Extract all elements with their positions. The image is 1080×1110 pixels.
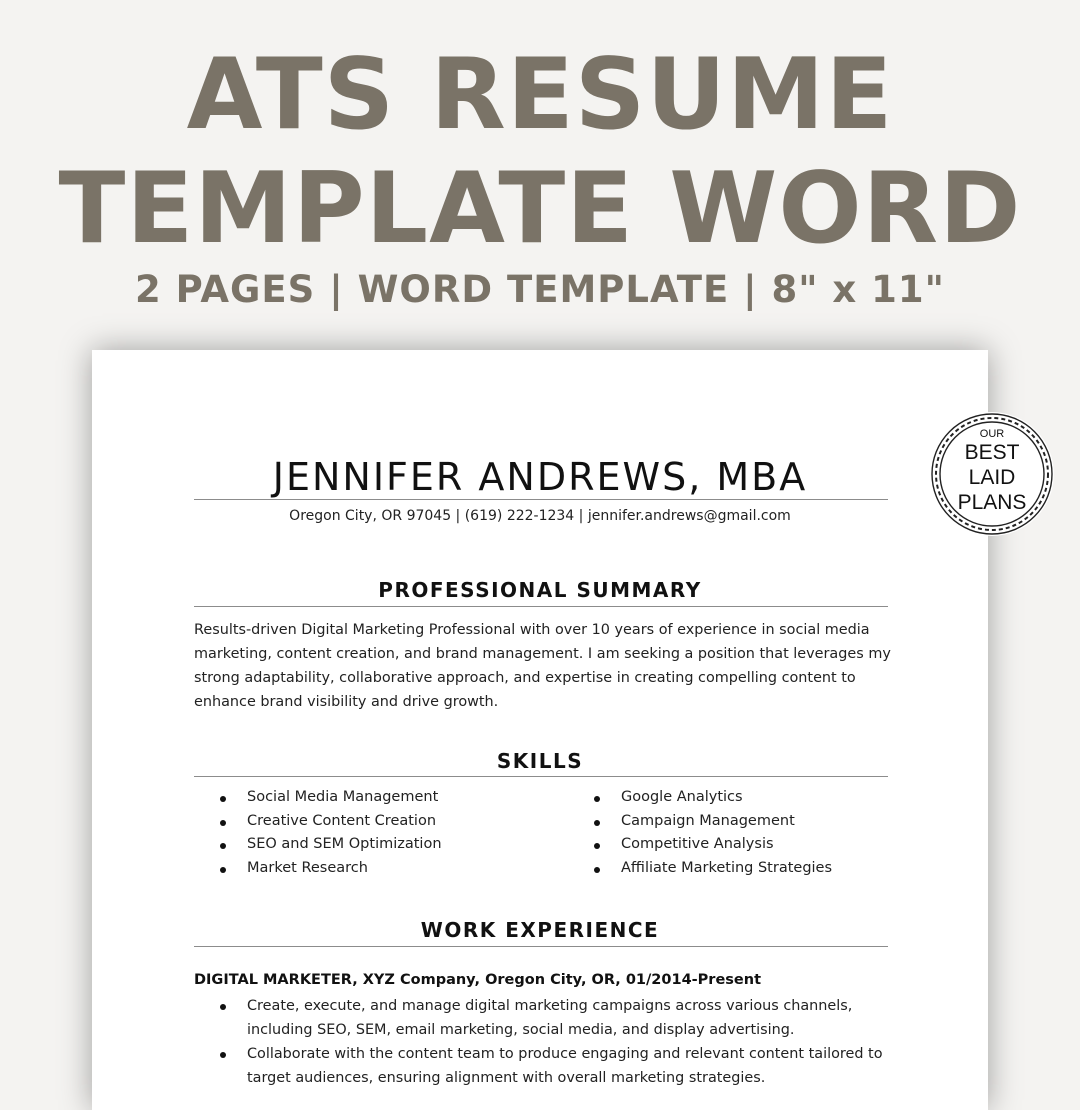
list-item: Google Analytics — [594, 786, 832, 810]
list-item: Creative Content Creation — [220, 810, 442, 834]
list-item: Affiliate Marketing Strategies — [594, 857, 832, 881]
badge-text-laid: LAID — [968, 466, 1016, 489]
resume-name: JENNIFER ANDREWS, MBA — [272, 455, 808, 499]
experience-divider — [194, 946, 888, 947]
job-title: DIGITAL MARKETER, XYZ Company, Oregon City, OR, 01/2014-Present — [194, 972, 762, 988]
badge-text-best: BEST — [964, 441, 1020, 464]
contact-info: Oregon City, OR 97045 | (619) 222-1234 | jennifer.andrews@gmail.com — [289, 508, 791, 524]
list-item: Create, execute, and manage digital marketing campaigns across various channels, including SEO, SEM, email marketing, social media, and display advertising. — [220, 994, 900, 1042]
summary-heading: PROFESSIONAL SUMMARY — [378, 578, 702, 602]
summary-divider — [194, 606, 888, 607]
list-item: SEO and SEM Optimization — [220, 833, 442, 857]
list-item: Market Research — [220, 857, 442, 881]
skills-heading: SKILLS — [496, 749, 584, 773]
list-item: Campaign Management — [594, 810, 832, 834]
list-item: Social Media Management — [220, 786, 442, 810]
main-title-line-1: ATS RESUME — [186, 38, 894, 152]
subtitle: 2 PAGES | WORD TEMPLATE | 8" x 11" — [135, 268, 945, 311]
list-item: Collaborate with the content team to produce engaging and relevant content tailored to target audiences, ensuring alignment with overall marketing strategies. — [220, 1042, 900, 1090]
brand-badge — [930, 412, 1054, 536]
skills-list-left — [220, 786, 442, 881]
name-divider — [194, 499, 888, 500]
skills-divider — [194, 776, 888, 777]
main-title-line-2: TEMPLATE WORD — [58, 152, 1022, 266]
summary-text: Results-driven Digital Marketing Professional with over 10 years of experience in social media marketing, content creation, and brand management. I am seeking a position that leverages my strong adaptability, collaborative approach, and expertise in creating compelling content to enhance brand visibility and drive growth. — [194, 622, 891, 710]
job-bullet-list — [220, 994, 900, 1090]
experience-heading: WORK EXPERIENCE — [420, 918, 660, 942]
badge-text-our: OUR — [979, 428, 1005, 440]
list-item: Competitive Analysis — [594, 833, 832, 857]
skills-list-right — [594, 786, 832, 881]
badge-text-plans: PLANS — [957, 491, 1027, 514]
